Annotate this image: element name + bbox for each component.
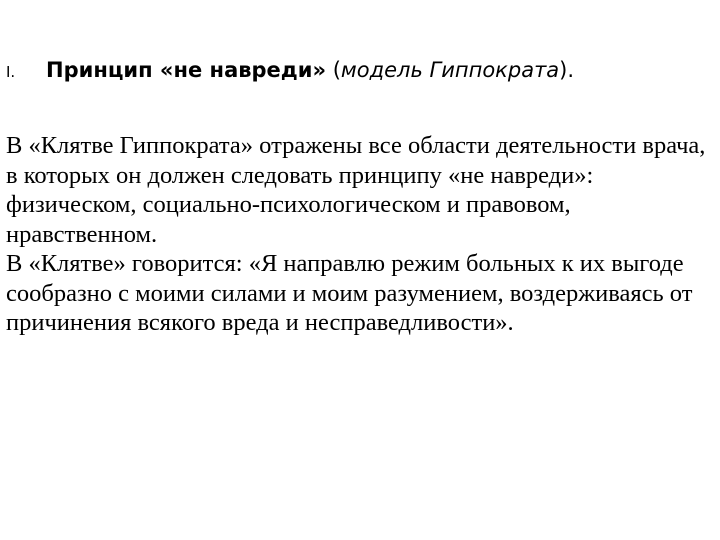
heading-title: Принцип «не навреди» bbox=[46, 58, 327, 82]
heading-number: I. bbox=[6, 63, 16, 81]
body-text bbox=[6, 131, 712, 338]
section-heading bbox=[6, 52, 706, 90]
heading-subtitle: модель Гиппократа bbox=[340, 58, 560, 82]
heading-paren-close: ). bbox=[559, 58, 575, 82]
heading-paren-open: ( bbox=[326, 58, 341, 82]
paragraph-oath-quote: В «Клятве» говорится: «Я направлю режим больных к их выгоде сообразно с моими силами и моим разумением, воздерживаясь от причинения всякого вреда и несправедливости». bbox=[6, 250, 693, 336]
paragraph-oath-areas: В «Клятве Гиппократа» отражены все области деятельности врача, в которых он должен следовать принципу «не навреди»: физическом, социально-психологическом и правовом, нравственном. bbox=[6, 132, 706, 248]
